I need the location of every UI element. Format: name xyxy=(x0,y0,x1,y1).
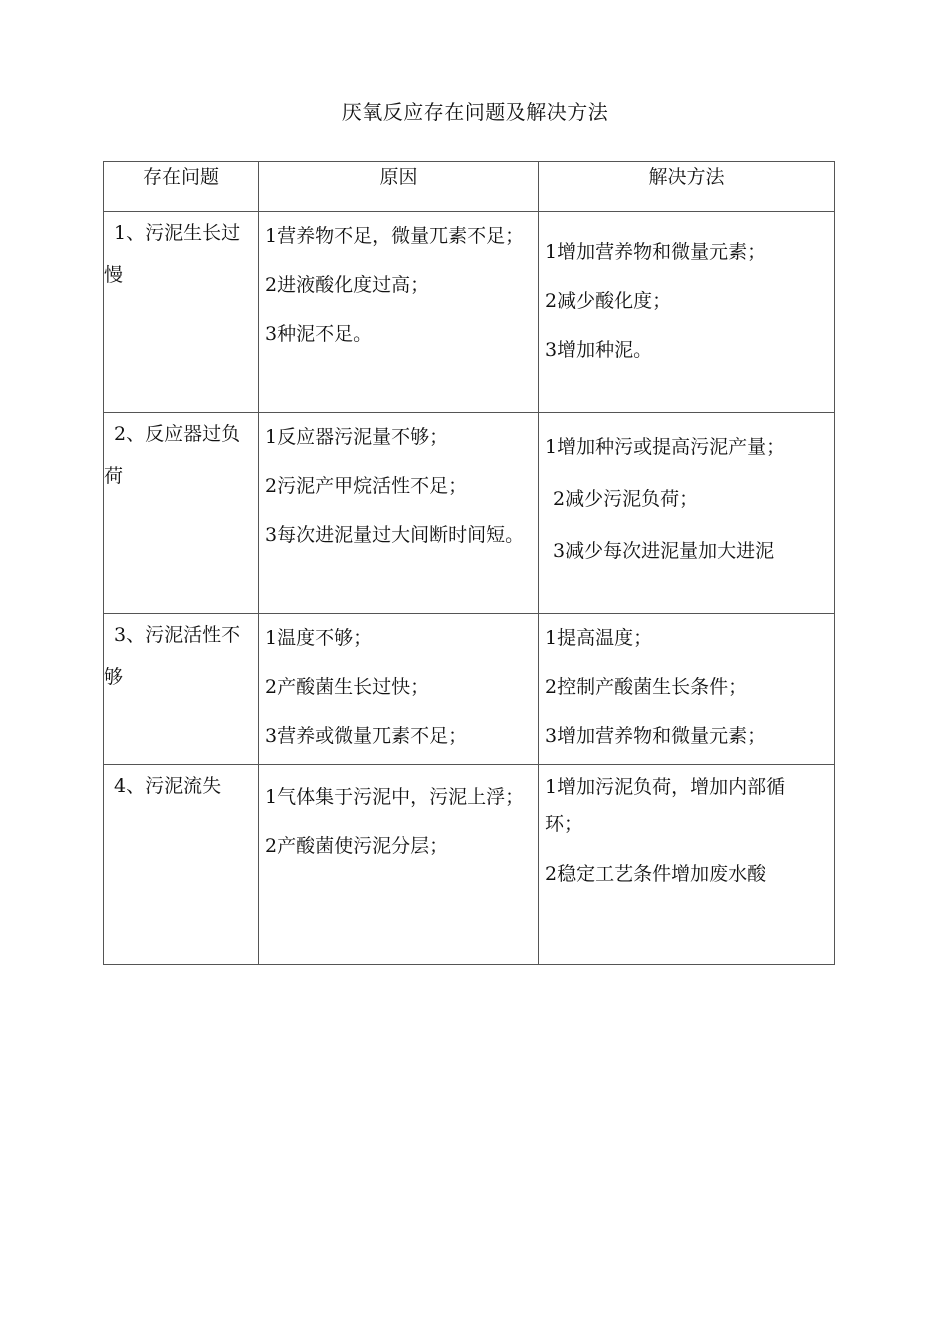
solution-cell xyxy=(539,765,835,965)
solution-line: 2稳定工艺条件增加废水酸 xyxy=(545,863,767,885)
solution-cell xyxy=(539,212,835,413)
table-row xyxy=(104,413,835,614)
problem-text: 2、反应器过负荷 xyxy=(104,423,241,487)
cause-line: 2污泥产甲烷活性不足； xyxy=(265,475,468,497)
cause-line: 3种泥不足。 xyxy=(265,323,373,345)
cause-cell xyxy=(259,212,539,413)
solution-line: 3增加营养物和微量元素； xyxy=(545,725,767,747)
solution-cell xyxy=(539,614,835,765)
problem-text: 1、污泥生长过慢 xyxy=(104,222,241,286)
cause-line: 3营养或微量兀素不足； xyxy=(265,725,468,747)
cause-line: 3每次进泥量过大间断时间短。 xyxy=(265,524,525,546)
cause-line: 1反应器污泥量不够； xyxy=(265,426,449,448)
cause-cell xyxy=(259,614,539,765)
cause-line: 1温度不够； xyxy=(265,627,373,649)
table-row xyxy=(104,212,835,413)
solution-line: 2减少酸化度； xyxy=(545,290,672,312)
cause-line: 2产酸菌生长过快； xyxy=(265,676,430,698)
solution-line: 1增加污泥负荷，增加内部循 xyxy=(545,776,786,798)
header-cause: 原因 xyxy=(259,162,539,212)
solution-line: 1增加营养物和微量元素； xyxy=(545,241,767,263)
solution-line: 环； xyxy=(545,813,584,835)
cause-line: 2产酸菌使污泥分层； xyxy=(265,835,449,857)
cause-line: 2进液酸化度过高； xyxy=(265,274,430,296)
solution-line: 3增加种泥。 xyxy=(545,339,653,361)
cause-cell xyxy=(259,765,539,965)
cause-cell xyxy=(259,413,539,614)
problems-table xyxy=(103,161,835,965)
header-problem: 存在问题 xyxy=(104,162,259,212)
solution-line: 3减少每次进泥量加大进泥 xyxy=(553,540,775,562)
problem-cell xyxy=(104,614,259,765)
solution-line: 1增加种污或提高污泥产量； xyxy=(545,436,786,458)
solution-line: 2控制产酸菌生长条件； xyxy=(545,676,748,698)
table-row xyxy=(104,765,835,965)
problem-text: 4、污泥流失 xyxy=(114,775,222,797)
problem-text: 3、污泥活性不够 xyxy=(104,624,241,688)
problem-cell xyxy=(104,765,259,965)
cause-line: 1气体集于污泥中，污泥上浮； xyxy=(265,786,525,808)
solution-cell xyxy=(539,413,835,614)
cause-line: 1营养物不足，微量兀素不足； xyxy=(265,225,525,247)
problem-cell xyxy=(104,212,259,413)
solution-line: 2减少污泥负荷； xyxy=(553,488,699,510)
header-solution: 解决方法 xyxy=(539,162,835,212)
problem-cell xyxy=(104,413,259,614)
solution-line: 1提高温度； xyxy=(545,627,653,649)
table-header-row xyxy=(104,162,835,212)
page-title: 厌氧反应存在问题及解决方法 xyxy=(341,100,609,124)
table-row xyxy=(104,614,835,765)
